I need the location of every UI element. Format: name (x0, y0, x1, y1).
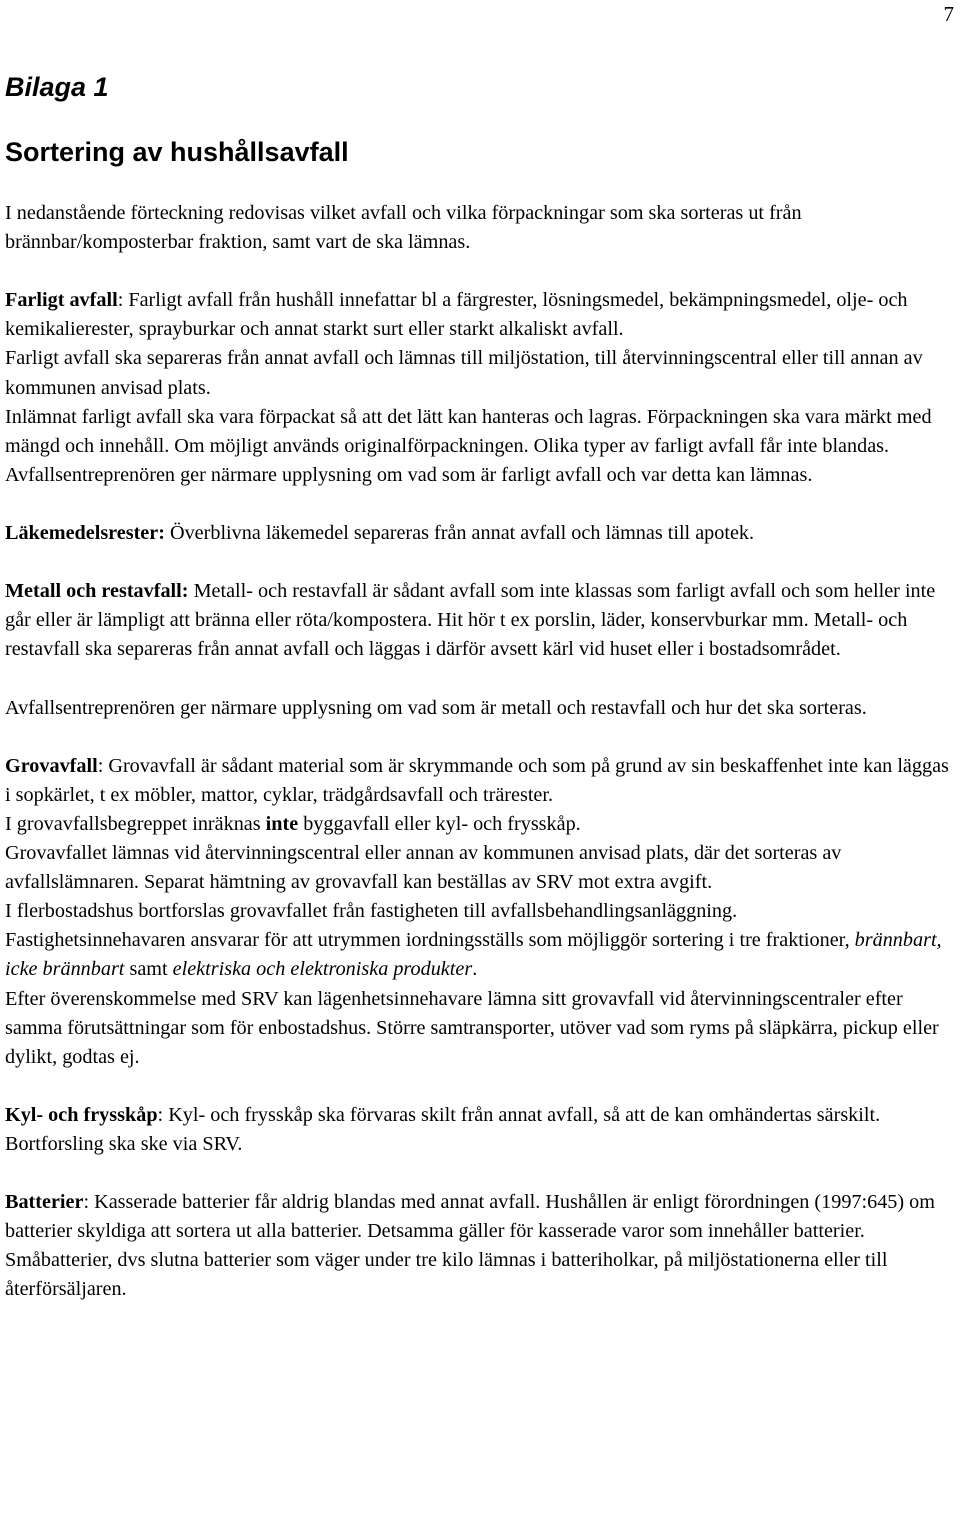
section-medicine (5, 519, 957, 548)
metal-paragraph-1 (5, 577, 957, 664)
page-title: Sortering av hushållsavfall (5, 137, 349, 167)
bulky-paragraph-5 (5, 926, 957, 984)
section-bulky-waste (5, 752, 957, 1072)
bulky-text-2b: byggavfall eller kyl- och frysskåp. (298, 812, 581, 835)
batteries-text-1: Kasserade batterier får aldrig blandas med annat avfall. Hushållen är enligt förordningen (1997:645) om batterier skyldiga att sortera ut alla batterier. Detsamma gäller för kasserade varor som innehåller batterier. (5, 1191, 935, 1243)
hazardous-paragraph-2: Farligt avfall ska separeras från annat avfall och lämnas till miljöstation, till återvinningscentral eller till annan av kommunen anvisad plats. (5, 347, 923, 399)
hazardous-paragraph-1 (5, 286, 957, 344)
intro-paragraph: I nedanstående förteckning redovisas vilket avfall och vilka förpackningar som ska sorteras ut från brännbar/komposterbar fraktion, samt vart de ska lämnas. (5, 202, 802, 254)
fridge-term: Kyl- och frysskåp (5, 1103, 158, 1126)
hazardous-paragraph-4: Avfallsentreprenören ger närmare upplysning om vad som är farligt avfall och var detta kan lämnas. (5, 463, 813, 486)
bulky-paragraph-1 (5, 752, 957, 810)
fridge-paragraph (5, 1101, 957, 1159)
bulky-text-5b: samt (124, 958, 173, 981)
metal-paragraph-2: Avfallsentreprenören ger närmare upplysning om vad som är metall och restavfall och hur det ska sorteras. (5, 696, 867, 719)
batteries-paragraph-1 (5, 1188, 957, 1246)
fridge-separator: : (157, 1103, 169, 1126)
appendix-label: Bilaga 1 (5, 72, 109, 102)
batteries-term: Batterier (5, 1191, 84, 1214)
section-metal-residual (5, 577, 957, 722)
bulky-separator: : (97, 754, 109, 777)
document-body (5, 199, 957, 1305)
bulky-paragraph-3: Grovavfallet lämnas vid återvinningscentral eller annan av kommunen anvisad plats, där det sorteras av avfallslämnaren. Separat hämtning av grovavfall kan beställas av SRV mot extra avgift. (5, 842, 842, 894)
bulky-text-5a: Fastighetsinnehavaren ansvarar för att utrymmen iordningsställs som möjliggör sortering i tre fraktioner, (5, 929, 855, 952)
hazardous-term: Farligt avfall (5, 289, 118, 312)
bulky-paragraph-4: I flerbostadshus bortforslas grovavfallet från fastigheten till avfallsbehandlingsanläggning. (5, 900, 738, 923)
bulky-text-5c: . (472, 958, 478, 981)
medicine-paragraph (5, 519, 957, 548)
page-number: 7 (943, 2, 954, 26)
medicine-term: Läkemedelsrester: (5, 522, 165, 545)
bulky-italic-1: brännbart, icke brännbart (5, 929, 942, 981)
hazardous-separator: : (117, 289, 129, 312)
bulky-emphasis-not: inte (265, 812, 299, 835)
batteries-separator: : (83, 1191, 95, 1214)
section-hazardous-waste (5, 286, 957, 490)
bulky-paragraph-6: Efter överenskommelse med SRV kan lägenhetsinnehavare lämna sitt grovavfall vid återvinningscentraler efter samma förutsättningar som för enbostadshus. Större samtransporter, utöver vad som ryms på släpkärra, pickup eller dylikt, godtas ej. (5, 987, 939, 1068)
bulky-italic-2: elektriska och elektroniska produkter (172, 958, 473, 981)
section-fridge-freezer (5, 1101, 957, 1159)
hazardous-paragraph-3: Inlämnat farligt avfall ska vara förpackat så att det lätt kan hanteras och lagras. Förpackningen ska vara märkt med mängd och innehåll. Om möjligt används originalförpackningen. Olika typer av farligt avfall får inte blandas. (5, 405, 932, 457)
fridge-text: Kyl- och frysskåp ska förvaras skilt från annat avfall, så att de kan omhändertas särskilt. Bortforsling ska ske via SRV. (5, 1103, 881, 1155)
bulky-text-1: Grovavfall är sådant material som är skrymmande och som på grund av sin beskaffenhet inte kan läggas i sopkärlet, t ex möbler, mattor, cyklar, trädgårdsavfall och trärester. (5, 754, 949, 806)
section-batteries (5, 1188, 957, 1304)
medicine-text: Överblivna läkemedel separeras från annat avfall och lämnas till apotek. (164, 522, 755, 545)
bulky-term: Grovavfall (5, 754, 98, 777)
bulky-text-2a: I grovavfallsbegreppet inräknas (5, 812, 266, 835)
metal-text: Metall- och restavfall är sådant avfall som inte klassas som farligt avfall och som heller inte går eller är lämpligt att bränna eller röta/kompostera. Hit hör t ex porslin, läder, konservburkar mm. Metall- och restavfall ska separeras från annat avfall och läggas i därför avsett kärl vid huset eller i bostadsområdet. (5, 580, 936, 661)
bulky-paragraph-2 (5, 810, 957, 839)
hazardous-text-1: Farligt avfall från hushåll innefattar bl a färgrester, lösningsmedel, bekämpningsmedel, olje- och kemikalierester, sprayburkar och annat starkt surt eller starkt alkaliskt avfall. (5, 289, 908, 341)
metal-term: Metall och restavfall: (5, 580, 189, 603)
batteries-paragraph-2: Småbatterier, dvs slutna batterier som väger under tre kilo lämnas i batteriholkar, på miljöstationerna eller till återförsäljaren. (5, 1249, 888, 1301)
